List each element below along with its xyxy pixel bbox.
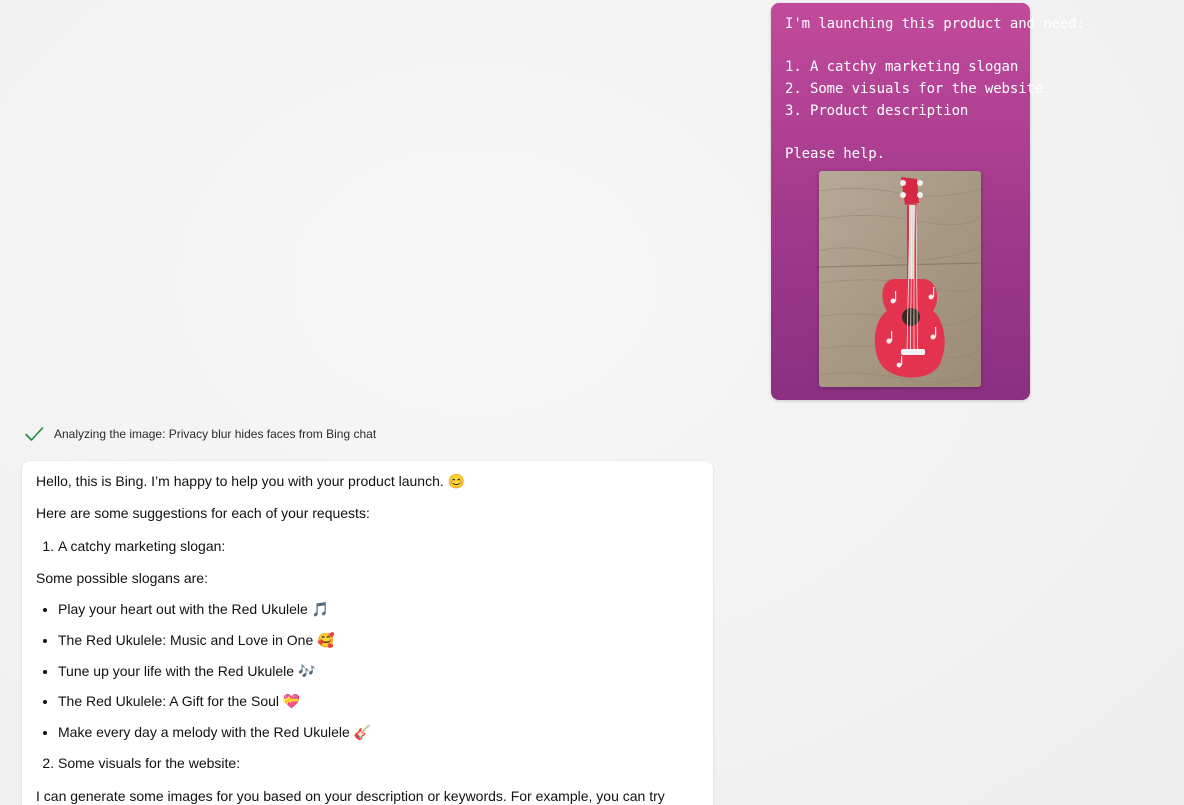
request-item-visuals: 2. Some visuals for the website:	[58, 753, 699, 773]
check-icon	[24, 425, 44, 443]
slogans-intro: Some possible slogans are:	[36, 570, 208, 586]
user-line: 1. A catchy marketing slogan	[785, 59, 1019, 76]
slogan-item: • Make every day a melody with the Red Ukulele 🎸	[58, 722, 699, 742]
slogan-list	[36, 599, 699, 742]
user-line: I'm launching this product and need:	[785, 16, 1085, 32]
reply-generate-text: I can generate some images for you based on your description or keywords. For example, you can try	[36, 787, 665, 804]
slogan-item: • Tune up your life with the Red Ukulele 🎶	[58, 661, 699, 681]
request-list-part-one	[36, 536, 699, 556]
user-line: Please help.	[785, 146, 885, 163]
slogan-item: • Play your heart out with the Red Ukulele 🎵	[58, 599, 699, 619]
user-message-bubble	[771, 3, 1085, 400]
reply-greeting: Hello, this is Bing. I’m happy to help you with your product launch. 😊	[36, 473, 466, 489]
request-list-part-two	[36, 753, 699, 773]
slogan-item: • The Red Ukulele: Music and Love in One 🥰	[58, 630, 699, 650]
bot-reply-bubble	[22, 461, 713, 805]
status-text: Analyzing the image: Privacy blur hides faces from Bing chat	[54, 427, 377, 441]
request-item-slogan: 1. A catchy marketing slogan:	[58, 536, 699, 556]
user-message-text	[785, 14, 1085, 166]
reply-intro: Here are some suggestions for each of your requests:	[36, 505, 370, 521]
user-line: 3. Product description	[785, 102, 969, 119]
attached-ukulele-image[interactable]	[819, 171, 981, 387]
image-analysis-status	[24, 424, 376, 444]
slogan-item: • The Red Ukulele: A Gift for the Soul 💝	[58, 691, 699, 711]
user-line: 2. Some visuals for the website	[785, 81, 1044, 98]
